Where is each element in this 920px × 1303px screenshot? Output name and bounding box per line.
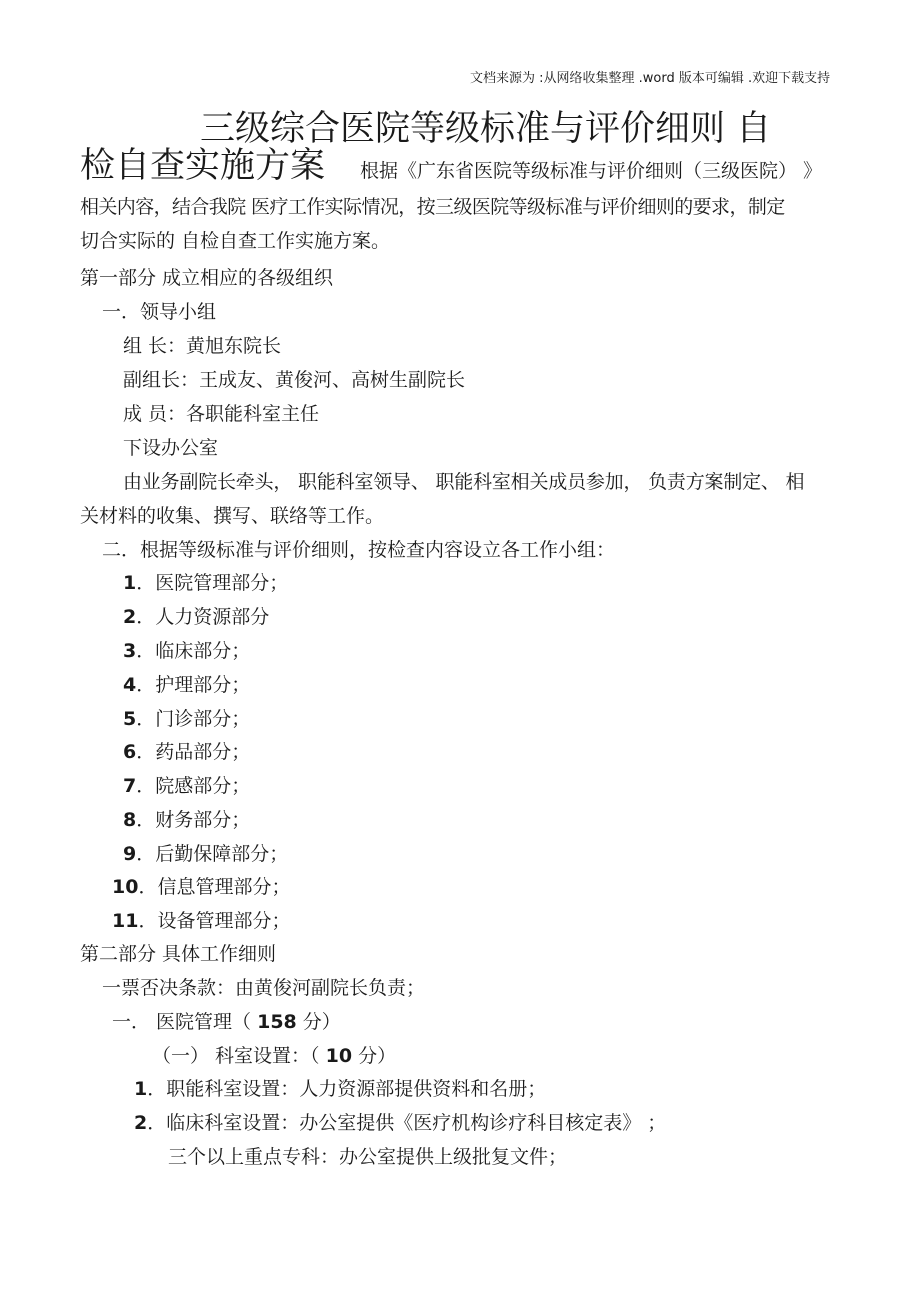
leadership-group-title: 一．领导小组 <box>102 301 217 323</box>
detail-item-1: 1．职能科室设置：人力资源部提供资料和名册； <box>134 1078 547 1100</box>
list-item: 11．设备管理部分； <box>112 910 291 932</box>
list-item: 5．门诊部分； <box>123 708 251 730</box>
list-item: 3．临床部分； <box>123 640 251 662</box>
list-item: 4．护理部分； <box>123 674 251 696</box>
department-setup-heading: （一） 科室设置：（ 10 分） <box>152 1045 397 1067</box>
list-item: 10．信息管理部分； <box>112 876 291 898</box>
detail-item-2: 2．临床科室设置：办公室提供《医疗机构诊疗科目核定表》 ； <box>134 1112 667 1134</box>
detail-item-3: 三个以上重点专科：办公室提供上级批复文件； <box>168 1146 568 1168</box>
veto-clause: 一票否决条款：由黄俊河副院长负责； <box>102 977 426 999</box>
office-description-1: 由业务副院长牵头， 职能科室领导、 职能科室相关成员参加， 负责方案制定、 相 <box>123 471 805 493</box>
list-item: 1．医院管理部分； <box>123 572 289 594</box>
header-note: 文档来源为 :从网络收集整理 .word 版本可编辑 .欢迎下载支持 <box>470 71 831 86</box>
list-item: 9．后勤保障部分； <box>123 843 289 865</box>
deputy-leaders: 副组长：王成友、黄俊河、高树生副院长 <box>123 369 466 391</box>
list-item: 6．药品部分； <box>123 741 251 763</box>
list-item: 2．人力资源部分 <box>123 606 270 628</box>
intro-inline: 根据《广东省医院等级标准与评价细则（三级医院） 》 <box>360 160 823 182</box>
title-line-2: 检自查实施方案 <box>80 146 326 186</box>
title-line-1: 三级综合医院等级标准与评价细则 自 <box>200 109 772 149</box>
part1-heading: 第一部分 成立相应的各级组织 <box>80 267 334 289</box>
hospital-management-heading: 一． 医院管理（ 158 分） <box>112 1011 341 1033</box>
list-item: 8．财务部分； <box>123 809 251 831</box>
members: 成 员：各职能科室主任 <box>123 403 320 425</box>
office: 下设办公室 <box>123 437 219 459</box>
intro-line-2: 相关内容，结合我院 医疗工作实际情况，按三级医院等级标准与评价细则的要求，制定 <box>80 196 785 218</box>
leader: 组 长：黄旭东院长 <box>123 335 282 357</box>
part2-heading: 第二部分 具体工作细则 <box>80 943 277 965</box>
list-item: 7．院感部分； <box>123 775 251 797</box>
intro-line-3: 切合实际的 自检自查工作实施方案。 <box>80 230 391 252</box>
office-description-2: 关材料的收集、撰写、联络等工作。 <box>80 505 385 527</box>
work-groups-title: 二．根据等级标准与评价细则，按检查内容设立各工作小组： <box>102 539 616 561</box>
